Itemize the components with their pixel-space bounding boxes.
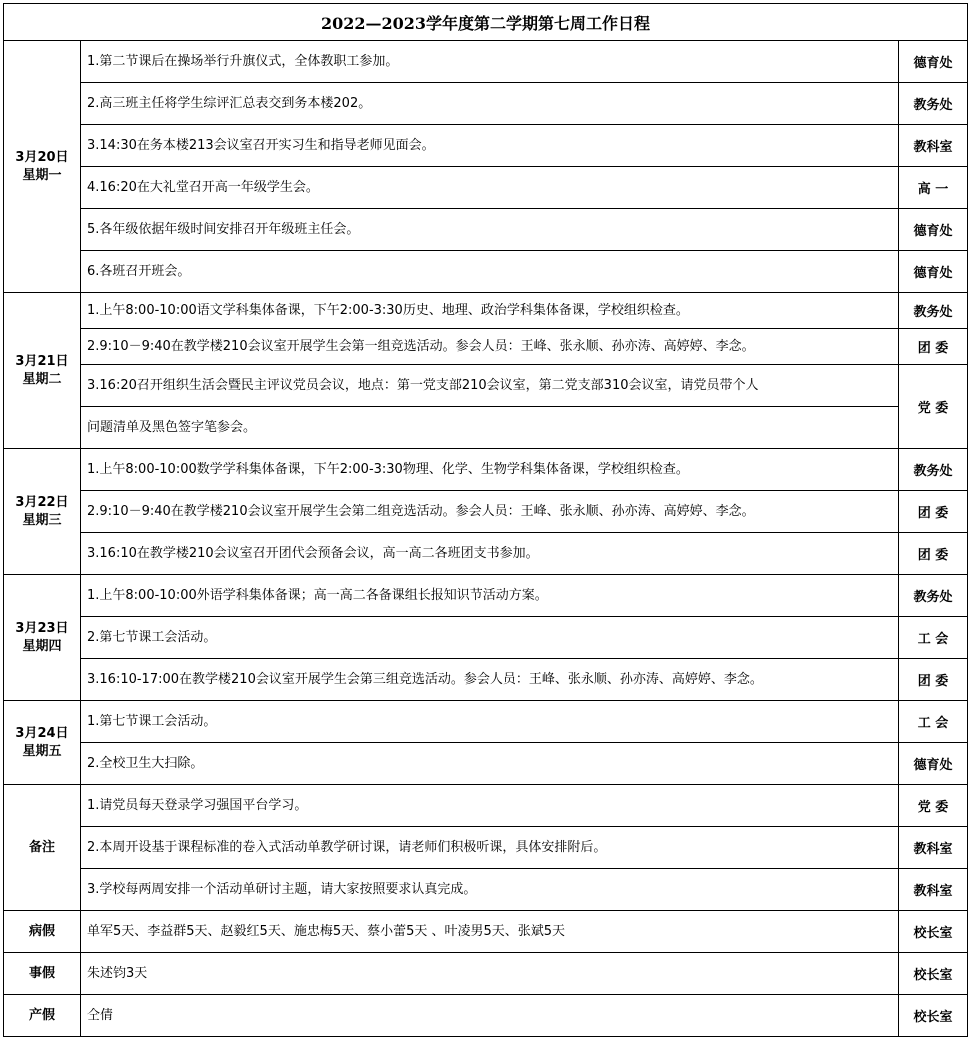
note-item: 2.本周开设基于课程标准的卷入式活动单教学研讨课，请老师们积极听课，具体安排附后。: [81, 827, 899, 869]
day-weekday: 星期三: [22, 512, 62, 528]
dept-cell: 教务处: [899, 83, 968, 125]
table-row: [4, 617, 968, 659]
day-cell-mon: [4, 41, 81, 293]
schedule-item: 5.各年级依据年级时间安排召开年级班主任会。: [81, 209, 899, 251]
table-row: [4, 167, 968, 209]
day-weekday: 星期一: [22, 167, 62, 183]
schedule-item: 3.16:10-17:00在教学楼210会议室开展学生会第三组竞选活动。参会人员：王峰、张永顺、孙亦涛、高婷婷、李念。: [81, 659, 899, 701]
personal-leave-label: 事假: [4, 953, 81, 995]
dept-cell: 校长室: [899, 911, 968, 953]
dept-cell: 高 一: [899, 167, 968, 209]
table-row: [4, 827, 968, 869]
table-row: [4, 785, 968, 827]
table-row: [4, 329, 968, 365]
dept-cell: 德育处: [899, 41, 968, 83]
table-row: [4, 911, 968, 953]
day-cell-thu: [4, 575, 81, 701]
dept-cell: 教科室: [899, 827, 968, 869]
dept-cell: 团 委: [899, 491, 968, 533]
table-row: [4, 209, 968, 251]
day-date: 3月21日: [15, 353, 69, 369]
table-row: [4, 365, 968, 407]
maternity-leave-label: 产假: [4, 995, 81, 1037]
schedule-item: 3.16:20召开组织生活会暨民主评议党员会议，地点：第一党支部210会议室，第二党支部310会议室，请党员带个人: [81, 365, 899, 407]
day-cell-tue: [4, 293, 81, 449]
schedule-item: 1.第七节课工会活动。: [81, 701, 899, 743]
schedule-item: 1.上午8:00-10:00外语学科集体备课；高一高二各备课组长报知识节活动方案。: [81, 575, 899, 617]
schedule-item: 1.上午8:00-10:00数学学科集体备课，下午2:00-3:30物理、化学、生物学科集体备课，学校组织检查。: [81, 449, 899, 491]
table-row: [4, 293, 968, 329]
schedule-item: 2.9:10－9:40在教学楼210会议室开展学生会第一组竞选活动。参会人员：王峰、张永顺、孙亦涛、高婷婷、李念。: [81, 329, 899, 365]
table-row: [4, 701, 968, 743]
dept-cell: 校长室: [899, 995, 968, 1037]
schedule-item: 1.上午8:00-10:00语文学科集体备课，下午2:00-3:30历史、地理、政治学科集体备课，学校组织检查。: [81, 293, 899, 329]
maternity-leave-list: 仝倩: [81, 995, 899, 1037]
title-row: [4, 4, 968, 41]
schedule-item-continued: 问题清单及黑色签字笔参会。: [81, 407, 899, 449]
table-row: [4, 533, 968, 575]
schedule-item: 2.9:10－9:40在教学楼210会议室开展学生会第二组竞选活动。参会人员：王峰、张永顺、孙亦涛、高婷婷、李念。: [81, 491, 899, 533]
table-row: [4, 869, 968, 911]
dept-cell: 教务处: [899, 575, 968, 617]
table-row: [4, 491, 968, 533]
schedule-item: 1.第二节课后在操场举行升旗仪式，全体教职工参加。: [81, 41, 899, 83]
dept-cell: 教务处: [899, 293, 968, 329]
table-row: [4, 251, 968, 293]
table-row: [4, 575, 968, 617]
day-date: 3月23日: [15, 620, 69, 636]
day-date: 3月22日: [15, 494, 69, 510]
table-row: [4, 659, 968, 701]
table-row: [4, 995, 968, 1037]
dept-cell: 工 会: [899, 701, 968, 743]
notes-label: 备注: [4, 785, 81, 911]
day-weekday: 星期四: [22, 638, 62, 654]
dept-cell: 团 委: [899, 533, 968, 575]
schedule-item: 2.高三班主任将学生综评汇总表交到务本楼202。: [81, 83, 899, 125]
table-row: [4, 449, 968, 491]
dept-cell: 工 会: [899, 617, 968, 659]
dept-cell: 教务处: [899, 449, 968, 491]
dept-cell: 教科室: [899, 125, 968, 167]
dept-cell: 党 委: [899, 785, 968, 827]
day-weekday: 星期五: [22, 743, 62, 759]
table-row: [4, 953, 968, 995]
schedule-item: 3.14:30在务本楼213会议室召开实习生和指导老师见面会。: [81, 125, 899, 167]
personal-leave-list: 朱述钧3天: [81, 953, 899, 995]
day-date: 3月20日: [15, 149, 69, 165]
dept-cell: 德育处: [899, 251, 968, 293]
schedule-item: 2.第七节课工会活动。: [81, 617, 899, 659]
dept-cell: 校长室: [899, 953, 968, 995]
day-cell-fri: [4, 701, 81, 785]
note-item: 1.请党员每天登录学习强国平台学习。: [81, 785, 899, 827]
page-title: 2022—2023学年度第二学期第七周工作日程: [4, 4, 968, 41]
dept-cell: 团 委: [899, 659, 968, 701]
table-row: [4, 83, 968, 125]
day-weekday: 星期二: [22, 371, 62, 387]
note-item: 3.学校每两周安排一个活动单研讨主题，请大家按照要求认真完成。: [81, 869, 899, 911]
dept-cell: 党 委: [899, 365, 968, 449]
table-row: [4, 743, 968, 785]
sick-leave-list: 单军5天、李益群5天、赵毅红5天、施忠梅5天、蔡小蕾5天 、叶凌男5天、张斌5天: [81, 911, 899, 953]
schedule-item: 4.16:20在大礼堂召开高一年级学生会。: [81, 167, 899, 209]
schedule-item: 3.16:10在教学楼210会议室召开团代会预备会议，高一高二各班团支书参加。: [81, 533, 899, 575]
day-cell-wed: [4, 449, 81, 575]
schedule-item: 2.全校卫生大扫除。: [81, 743, 899, 785]
weekly-schedule-table: [3, 3, 968, 1037]
day-date: 3月24日: [15, 725, 69, 741]
dept-cell: 德育处: [899, 743, 968, 785]
sick-leave-label: 病假: [4, 911, 81, 953]
table-row: [4, 407, 968, 449]
table-row: [4, 125, 968, 167]
dept-cell: 团 委: [899, 329, 968, 365]
dept-cell: 教科室: [899, 869, 968, 911]
schedule-item: 6.各班召开班会。: [81, 251, 899, 293]
table-row: [4, 41, 968, 83]
dept-cell: 德育处: [899, 209, 968, 251]
